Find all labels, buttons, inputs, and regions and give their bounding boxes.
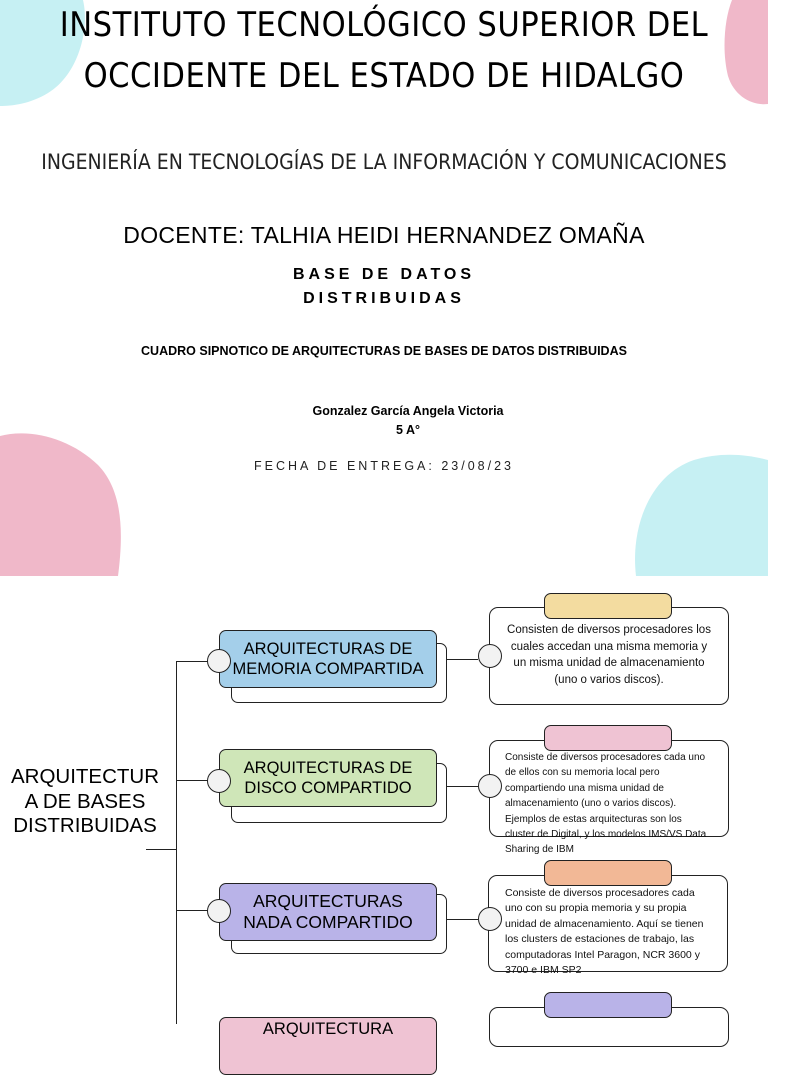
career-name: INGENIERÍA EN TECNOLOGÍAS DE LA INFORMACIÓN Y COMUNICACIONES bbox=[41, 150, 727, 174]
root-label-line1: ARQUITECTUR bbox=[10, 765, 160, 788]
root-label-line3: DISTRIBUIDAS bbox=[13, 814, 157, 837]
branch-3-left-connector-circle bbox=[207, 899, 231, 923]
branch-3-title-line1: ARQUITECTURAS bbox=[253, 890, 403, 911]
branch-1-description-line1: Consisten de diversos procesadores los bbox=[507, 624, 711, 636]
branch-2-description bbox=[505, 750, 723, 858]
institute-name-line1: INSTITUTO TECNOLÓGICO SUPERIOR DEL bbox=[59, 5, 709, 45]
branch-1-title-line2: MEMORIA COMPARTIDA bbox=[232, 660, 424, 678]
branch-2-description-line6: cluster de Digital, y los modelos IMS/VS Data bbox=[505, 829, 707, 841]
branch-3-description-line1: Consiste de diversos procesadores cada bbox=[505, 887, 695, 899]
branch-3-description bbox=[505, 886, 723, 978]
branch-4-title bbox=[219, 1017, 437, 1075]
branch-1-link bbox=[446, 659, 478, 660]
branch-1-description bbox=[492, 622, 726, 688]
branch-2-right-connector-circle bbox=[478, 774, 502, 798]
branch-3-title bbox=[219, 883, 437, 941]
branch-2-description-line7: Sharing de IBM bbox=[505, 844, 574, 856]
subject-line1: BASE DE DATOS bbox=[292, 266, 476, 283]
branch-2-description-line3: compartiendo una misma unidad de bbox=[505, 782, 664, 794]
student-group: 5 A° bbox=[396, 423, 420, 437]
root-label-line2: A DE BASES bbox=[24, 789, 146, 813]
document-title: CUADRO SIPNOTICO DE ARQUITECTURAS DE BASES DE DATOS DISTRIBUIDAS bbox=[141, 344, 627, 358]
branch-2-description-line4: almacenamiento (uno o varios discos). bbox=[505, 798, 677, 810]
branch-1-left-connector-circle bbox=[207, 649, 231, 673]
synoptic-diagram-page bbox=[0, 576, 768, 1038]
teacher-name: DOCENTE: TALHIA HEIDI HERNANDEZ OMAÑA bbox=[123, 222, 645, 248]
branch-3-description-line6: 3700 e IBM SP2 bbox=[505, 964, 582, 977]
branch-1-title-line1: ARQUITECTURAS DE bbox=[243, 639, 413, 658]
branch-3-title-line2: NADA COMPARTIDO bbox=[243, 912, 413, 932]
subject-line2: DISTRIBUIDAS bbox=[303, 290, 465, 307]
branch-3-description-line3: unidad de almacenamiento. Aquí se tienen bbox=[505, 917, 704, 930]
branch-2-left-connector-circle bbox=[207, 769, 231, 793]
branch-4-title-line1: ARQUITECTURA bbox=[262, 1020, 394, 1038]
branch-3-right-connector-circle bbox=[478, 907, 502, 931]
branch-1-description-tab bbox=[544, 593, 672, 619]
branch-4-description-tab bbox=[544, 992, 672, 1018]
branch-3-description-line2: uno con su propia memoria y su propia bbox=[505, 902, 687, 915]
bracket-tick-2 bbox=[176, 780, 208, 781]
due-date: FECHA DE ENTREGA: 23/08/23 bbox=[253, 459, 514, 473]
branch-1-description-line2: cuales accedan una misma memoria y bbox=[510, 640, 708, 653]
bracket-spine bbox=[176, 661, 177, 1024]
branch-1-description-line4: (uno o varios discos). bbox=[554, 673, 664, 686]
branch-2-description-line1: Consiste de diversos procesadores cada uno bbox=[505, 752, 706, 763]
branch-2-description-tab bbox=[544, 725, 672, 751]
branch-2-title bbox=[219, 749, 437, 807]
decorative-blob-left bbox=[0, 430, 125, 576]
bracket-tick-1 bbox=[176, 661, 208, 662]
root-connector bbox=[146, 849, 177, 850]
branch-2-title-line1: ARQUITECTURAS DE bbox=[243, 758, 413, 777]
branch-2-description-line5: Ejemplos de estas arquitecturas son los bbox=[505, 813, 682, 825]
branch-3-description-line4: los clusters de estaciones de trabajo, las bbox=[505, 933, 695, 946]
branch-3-description-line5: computadoras Intel Paragon, NCR 3600 y bbox=[505, 948, 700, 961]
bracket-tick-3 bbox=[176, 910, 208, 911]
branch-1-title bbox=[219, 630, 437, 688]
branch-3-link bbox=[446, 919, 478, 920]
branch-2-title-line2: DISCO COMPARTIDO bbox=[244, 779, 412, 797]
branch-3-description-tab bbox=[544, 860, 672, 886]
student-name: Gonzalez García Angela Victoria bbox=[312, 404, 504, 418]
diagram-root bbox=[0, 765, 170, 839]
branch-1-description-line3: un misma unidad de almacenamiento bbox=[513, 657, 705, 669]
institute-name-line2: OCCIDENTE DEL ESTADO DE HIDALGO bbox=[83, 56, 685, 96]
branch-2-link bbox=[446, 786, 478, 787]
branch-2-description-line2: de ellos con su memoria local pero bbox=[505, 767, 660, 779]
